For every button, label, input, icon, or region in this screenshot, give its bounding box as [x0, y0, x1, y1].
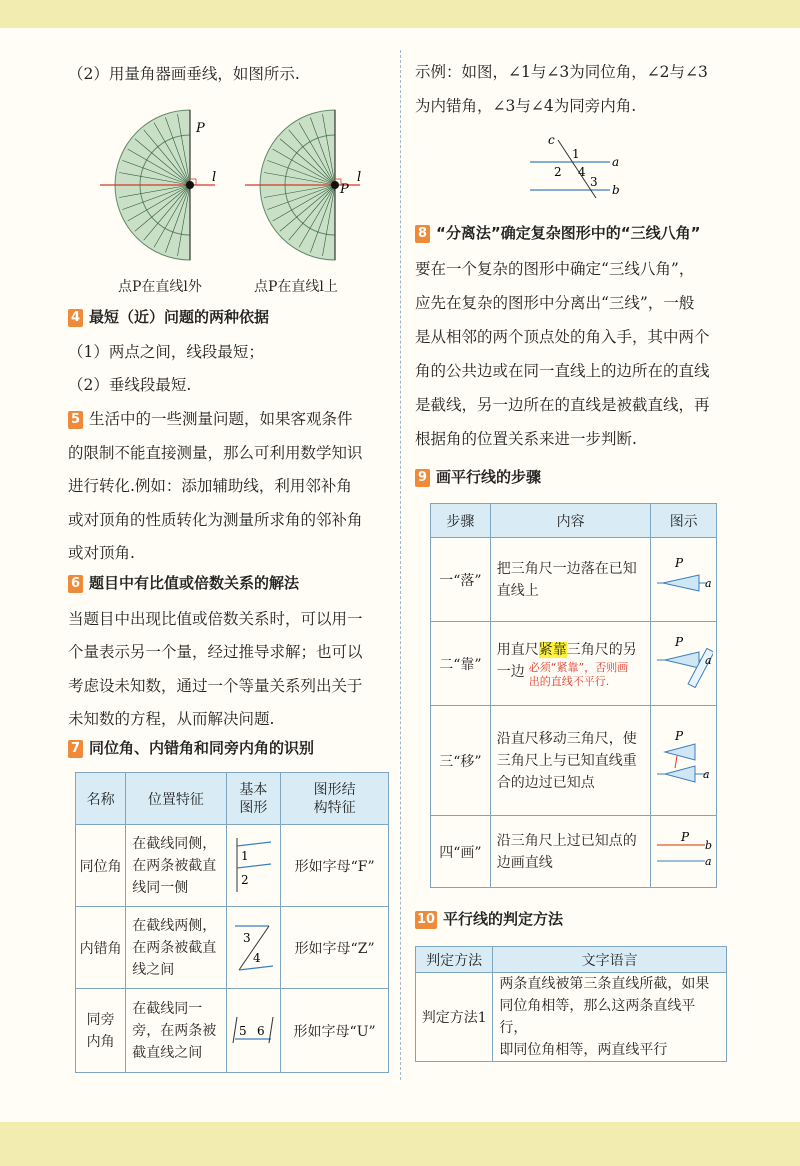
- table-header: 判定方法: [416, 947, 493, 973]
- section-title: 同位角、内错角和同旁内角的识别: [89, 739, 315, 757]
- text-line: 或对顶角.: [68, 544, 135, 562]
- text-line: 或对顶角的性质转化为测量所求角的邻补角: [68, 511, 363, 529]
- section-title: 平行线的判定方法: [443, 910, 564, 928]
- svg-text:1: 1: [572, 147, 580, 161]
- text-line: 根据角的位置关系来进一步判断.: [415, 430, 637, 448]
- svg-text:3: 3: [243, 930, 251, 945]
- text-line: 进行转化.例如：添加辅助线，利用邻补角: [68, 477, 352, 495]
- handwritten-note: 必须“紧靠”，否则画: [528, 660, 629, 674]
- svg-text:a: a: [704, 576, 712, 590]
- protractor-figure-on: [245, 105, 375, 265]
- step-fall-figure: [655, 553, 713, 603]
- table-row: 一“落” 把三角尺一边落在已知 直线上 P a: [431, 538, 717, 622]
- line-l-label: l: [212, 170, 217, 185]
- step-lean-figure: [655, 634, 713, 690]
- protractor-intro: （2）用量角器画垂线，如图所示.: [68, 65, 300, 83]
- text-line: 个量表示另一个量，经过推导求解；也可以: [68, 643, 363, 661]
- parallel-criteria-table: [415, 946, 727, 1062]
- svg-text:6: 6: [257, 1023, 265, 1038]
- table-header: 基本 图形: [226, 773, 281, 825]
- top-band: [0, 0, 800, 28]
- svg-text:b: b: [704, 838, 712, 852]
- table-row: 三“移” 沿直尺移动三角尺，使 三角尺上与已知直线重 合的边过已知点 P a: [431, 706, 717, 816]
- text-line: 的限制不能直接测量，那么可利用数学知识: [68, 444, 363, 462]
- text-line: 角的公共边或在同一直线上的边所在的直线: [415, 362, 710, 380]
- section-number: 5: [68, 411, 83, 429]
- svg-text:a: a: [704, 854, 712, 868]
- section-number: 6: [68, 575, 83, 593]
- table-header: 内容: [490, 504, 651, 538]
- section-7-heading: [68, 737, 314, 759]
- table-header: 位置特征: [126, 773, 226, 825]
- step-move-figure: [655, 724, 713, 794]
- handwritten-note: 出的直线不平行.: [528, 674, 610, 688]
- svg-text:P: P: [674, 634, 683, 649]
- svg-text:5: 5: [239, 1023, 247, 1038]
- svg-text:b: b: [612, 183, 620, 197]
- table-header: 文字语言: [493, 947, 727, 973]
- text-line: 考虑设未知数，通过一个等量关系列出关于: [68, 677, 363, 695]
- text-line: 应先在复杂的图形中分离出“三线”，一般: [415, 294, 695, 312]
- text-line: 要在一个复杂的图形中确定“三线八角”，: [415, 260, 695, 278]
- text-line: 5 生活中的一些测量问题，如果客观条件: [68, 409, 353, 429]
- section-8-heading: [415, 222, 700, 244]
- z-shape-figure: [229, 916, 277, 976]
- section-title: “分离法”确定复杂图形中的“三线八角”: [436, 224, 701, 242]
- svg-text:P: P: [674, 728, 683, 743]
- table-row: 二“靠” 用直尺紧靠三角尺的另 一边 必须“紧靠”，否则画 出的直线不平行. P a: [431, 622, 717, 706]
- svg-text:a: a: [702, 767, 710, 781]
- section-number: 10: [416, 912, 436, 927]
- section-title: 题目中有比值或倍数关系的解法: [89, 574, 300, 592]
- table-row: 同位角 在截线同侧， 在两条被截直 线同一侧 1 2 形如字母“F”: [76, 825, 389, 907]
- section-title: 画平行线的步骤: [436, 468, 542, 486]
- table-row: 内错角 在截线两侧， 在两条被截直 线之间 3 4 形如字母“Z”: [76, 907, 389, 989]
- svg-text:3: 3: [590, 175, 598, 189]
- table-header: 图示: [651, 504, 717, 538]
- svg-text:a: a: [704, 653, 712, 667]
- highlight-keyword: 紧靠: [538, 641, 567, 658]
- section-number: 8: [415, 225, 430, 243]
- step-draw-figure: [655, 825, 713, 875]
- svg-text:c: c: [548, 133, 555, 147]
- section-6-heading: [68, 572, 299, 594]
- text-line: 是截线，另一边所在的直线是被截直线，再: [415, 396, 710, 414]
- point-p-label: P: [196, 121, 205, 136]
- text-line: （1）两点之间，线段最短；: [68, 343, 264, 361]
- caption-on: 点P在直线l上: [254, 279, 338, 295]
- svg-text:a: a: [612, 155, 620, 169]
- table-header: 步骤: [431, 504, 491, 538]
- protractor-figure-outside: [100, 105, 230, 265]
- table-header: 名称: [76, 773, 126, 825]
- column-divider: [400, 50, 401, 1080]
- section-title: 最短（近）问题的两种依据: [89, 308, 270, 326]
- section-9-heading: [415, 466, 541, 488]
- caption-outside: 点P在直线l外: [118, 279, 202, 295]
- svg-text:P: P: [680, 829, 689, 844]
- svg-text:P: P: [674, 555, 683, 570]
- text-line: 为内错角，∠3与∠4为同旁内角.: [415, 97, 637, 115]
- svg-text:2: 2: [241, 872, 249, 887]
- three-lines-eight-angles-figure: [528, 132, 628, 200]
- parallel-steps-table: [430, 503, 717, 888]
- u-shape-figure: [229, 1009, 277, 1049]
- section-4-heading: [68, 306, 269, 328]
- point-p-label: P: [340, 182, 349, 197]
- table-header: 图形结 构特征: [281, 773, 389, 825]
- section-number: 4: [68, 309, 83, 327]
- section-10-heading: [415, 908, 563, 930]
- text-line: 示例：如图，∠1与∠3为同位角，∠2与∠3: [415, 63, 708, 81]
- text-line: 是从相邻的两个顶点处的角入手，其中两个: [415, 328, 710, 346]
- bottom-band: [0, 1122, 800, 1166]
- line-l-label: l: [357, 170, 362, 185]
- text-line: 当题目中出现比值或倍数关系时，可以用一: [68, 610, 363, 628]
- text-line: 未知数的方程，从而解决问题.: [68, 710, 275, 728]
- text-line: （2）垂线段最短.: [68, 376, 192, 394]
- f-shape-figure: [229, 834, 277, 894]
- section-number: 7: [68, 740, 83, 758]
- table-row: 判定方法1 两条直线被第三条直线所截，如果 同位角相等，那么这两条直线平行， 即同位角相等，两直线平行: [416, 973, 727, 1062]
- table-row: 同旁 内角 在截线同一 旁，在两条被 截直线之间 5 6 形如字母“U”: [76, 989, 389, 1073]
- table-row: 四“画” 沿三角尺上过已知点的 边画直线 P b a: [431, 816, 717, 888]
- svg-text:4: 4: [253, 950, 261, 965]
- section-number: 9: [415, 469, 430, 487]
- svg-text:4: 4: [578, 165, 586, 179]
- svg-text:1: 1: [241, 848, 249, 863]
- angle-identification-table: [75, 772, 389, 1073]
- svg-text:2: 2: [554, 165, 562, 179]
